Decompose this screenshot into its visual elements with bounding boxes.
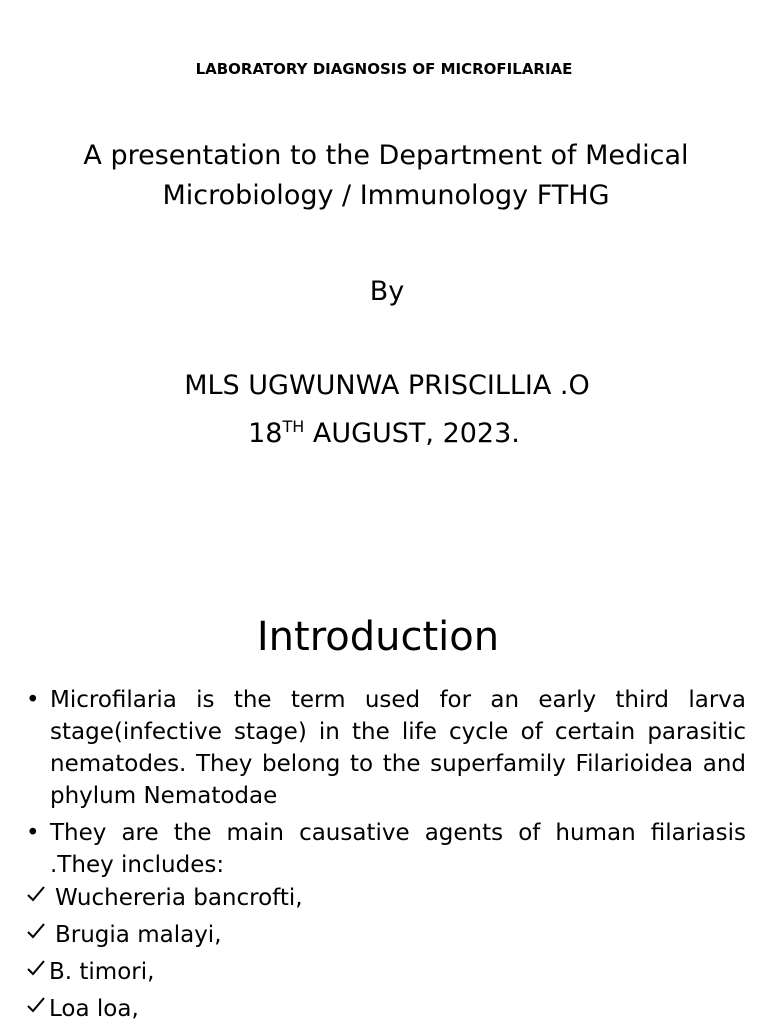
- species-item: [24, 993, 746, 1024]
- introduction-slide: [0, 580, 768, 1024]
- species-name: B. timori,: [49, 959, 155, 985]
- by-label: By: [369, 276, 405, 307]
- bullet-dot-icon: •: [26, 820, 40, 846]
- bullet-text: They are the main causative agents of human filariasis .They includes:: [50, 820, 746, 878]
- species-item: [24, 956, 746, 993]
- species-item: [24, 882, 746, 919]
- header-title: LABORATORY DIAGNOSIS OF MICROFILARIAE: [195, 60, 573, 78]
- check-mark-icon: [26, 958, 46, 978]
- date-ordinal: TH: [282, 417, 305, 436]
- presentation-subtitle: A presentation to the Department of Medical Microbiology / Immunology FTHG: [83, 140, 689, 211]
- date-day: 18: [248, 418, 283, 449]
- bullet-list: [24, 684, 746, 886]
- species-name: Wuchereria bancrofti,: [55, 885, 303, 911]
- bullet-text: Microfilaria is the term used for an early third larva stage(infective stage) in the life cycle of certain parasitic nematodes. They belong to the superfamily Filarioidea and phylum Nematodae: [50, 687, 746, 809]
- presentation-date: [0, 414, 768, 454]
- species-item: [24, 919, 746, 956]
- bullet-item: [24, 684, 746, 812]
- species-name: Loa loa,: [49, 996, 139, 1022]
- author-name: MLS UGWUNWA PRISCILLIA .O: [184, 370, 590, 401]
- introduction-title: Introduction: [256, 614, 500, 660]
- bullet-item: [24, 817, 746, 881]
- species-name: Brugia malayi,: [55, 922, 222, 948]
- check-mark-icon: [26, 995, 46, 1015]
- check-mark-icon: [26, 884, 46, 904]
- date-rest: AUGUST, 2023.: [304, 418, 520, 449]
- check-mark-icon: [26, 921, 46, 941]
- species-list: [24, 882, 746, 1024]
- bullet-dot-icon: •: [26, 687, 40, 713]
